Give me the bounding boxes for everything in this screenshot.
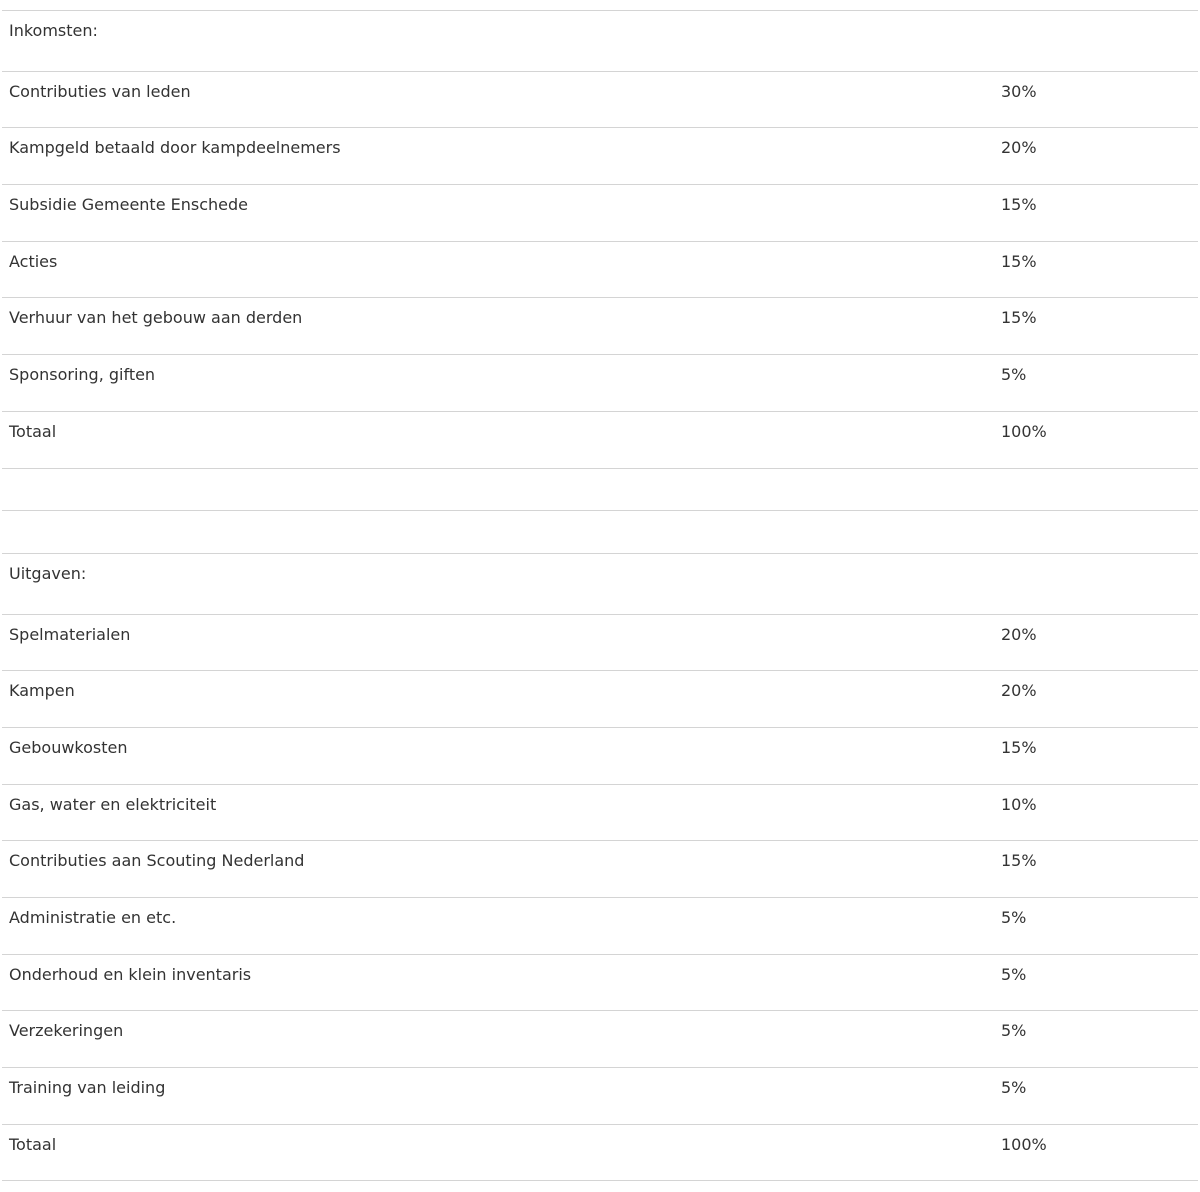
row-value: 15% (1001, 251, 1037, 271)
table-row (2, 728, 1198, 785)
row-label: Sponsoring, giften (9, 365, 156, 385)
expenses-total-row (2, 1125, 1198, 1182)
row-label: Administratie en etc. (9, 908, 177, 927)
row-label: Gebouwkosten (9, 737, 128, 757)
table-row (2, 785, 1198, 842)
row-value: 10% (1001, 794, 1037, 814)
row-value: 20% (1001, 138, 1037, 158)
expenses-heading: Uitgaven: (9, 563, 87, 583)
budget-table (2, 10, 1198, 1181)
row-value: 5% (1001, 1021, 1027, 1041)
row-label: Onderhoud en klein inventaris (9, 964, 252, 984)
row-value: 15% (1001, 737, 1037, 757)
table-row (2, 128, 1198, 185)
table-row (2, 355, 1198, 412)
row-value: 5% (1001, 908, 1027, 927)
row-label: Verzekeringen (9, 1021, 124, 1041)
row-value: 20% (1001, 681, 1037, 701)
income-total-row (2, 412, 1198, 469)
table-row (2, 615, 1198, 672)
row-value: 5% (1001, 1078, 1027, 1098)
table-row (2, 671, 1198, 728)
row-label: Contributies van leden (9, 81, 191, 101)
row-label: Acties (9, 251, 58, 271)
row-value: 5% (1001, 964, 1027, 984)
table-row (2, 72, 1198, 129)
income-total-value: 100% (1001, 421, 1047, 441)
table-row (2, 242, 1198, 299)
table-row (2, 185, 1198, 242)
expenses-total-value: 100% (1001, 1134, 1047, 1154)
table-row (2, 898, 1198, 955)
table-row (2, 841, 1198, 898)
row-value: 30% (1001, 81, 1037, 101)
expenses-heading-row (2, 554, 1198, 615)
table-row (2, 1011, 1198, 1068)
row-label: Subsidie Gemeente Enschede (9, 195, 248, 215)
table-row (2, 298, 1198, 355)
table-row (2, 1068, 1198, 1125)
table-row (2, 955, 1198, 1012)
empty-row (2, 469, 1198, 512)
row-label: Verhuur van het gebouw aan derden (9, 308, 303, 328)
row-label: Gas, water en elektriciteit (9, 794, 217, 814)
row-label: Training van leiding (9, 1078, 166, 1098)
row-value: 15% (1001, 195, 1037, 215)
row-value: 20% (1001, 624, 1037, 644)
expenses-total-label: Totaal (9, 1134, 57, 1154)
row-value: 15% (1001, 308, 1037, 328)
row-label: Kampgeld betaald door kampdeelnemers (9, 138, 341, 158)
income-heading: Inkomsten: (9, 21, 98, 40)
income-total-label: Totaal (9, 421, 57, 441)
row-value: 5% (1001, 365, 1027, 385)
row-label: Contributies aan Scouting Nederland (9, 851, 305, 871)
row-value: 15% (1001, 851, 1037, 871)
income-heading-row (2, 11, 1198, 72)
empty-row (2, 511, 1198, 554)
row-label: Spelmaterialen (9, 624, 131, 644)
row-label: Kampen (9, 681, 75, 701)
